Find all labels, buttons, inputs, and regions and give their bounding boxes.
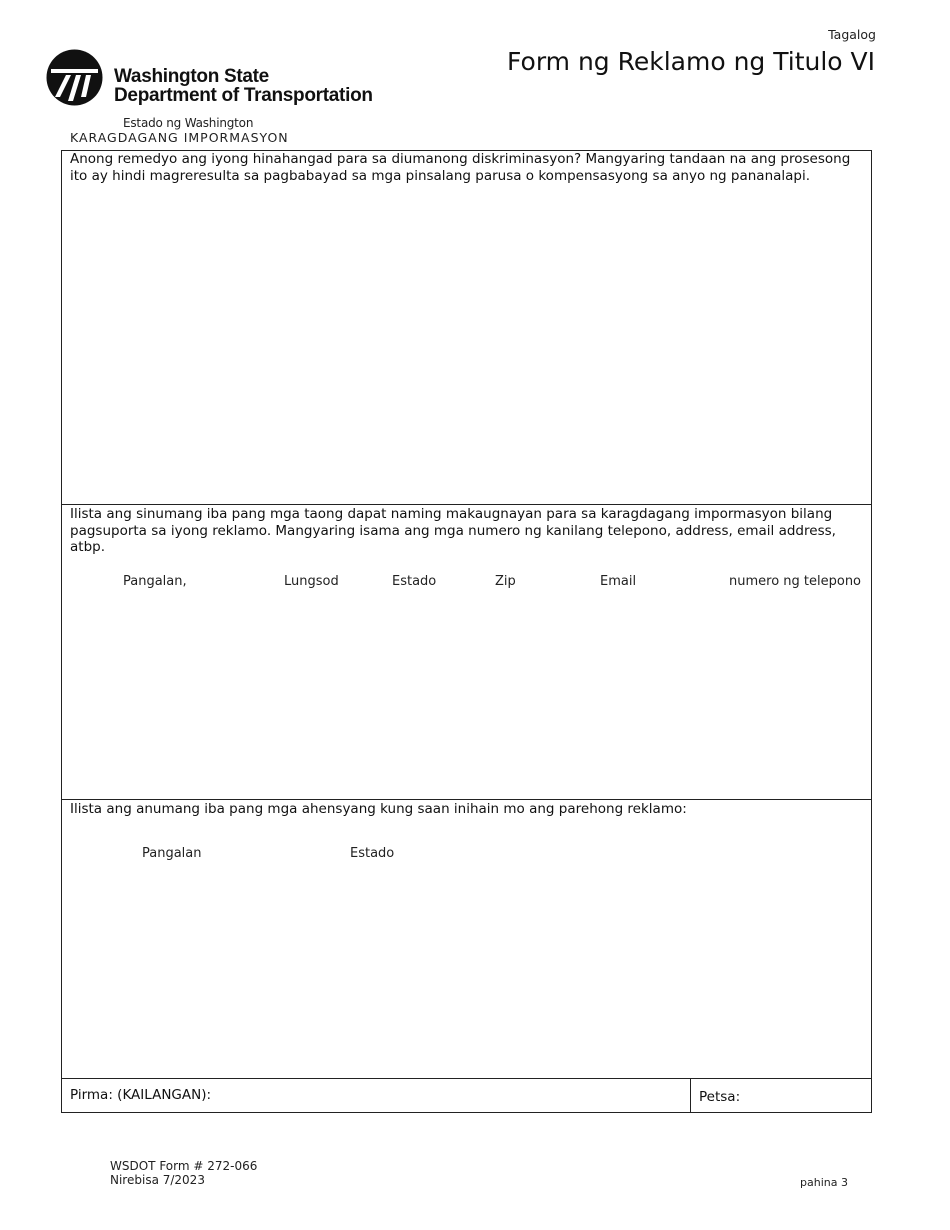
section-heading: KARAGDAGANG IMPORMASYON — [70, 130, 289, 145]
revision-date: Nirebisa 7/2023 — [110, 1173, 205, 1187]
remedy-answer-area[interactable] — [62, 185, 870, 503]
signature-field[interactable] — [220, 1080, 688, 1110]
section-divider — [61, 504, 872, 505]
section-divider — [61, 799, 872, 800]
wsdot-logo-mark-icon — [46, 49, 103, 106]
agency-col-name: Pangalan — [142, 846, 202, 861]
date-field[interactable] — [745, 1080, 869, 1110]
section-divider — [61, 1078, 872, 1079]
signature-label: Pirma: (KAILANGAN): — [70, 1087, 212, 1103]
signature-date-divider — [690, 1078, 691, 1112]
contact-col-phone: numero ng telepono — [729, 574, 862, 589]
contact-col-city: Lungsod — [284, 574, 339, 589]
logo-text-line2: Department of Transportation — [114, 85, 373, 106]
agencies-answer-area[interactable] — [62, 866, 870, 1076]
page-number: pahina 3 — [800, 1176, 848, 1189]
remedy-question: Anong remedyo ang iyong hinahangad para sa diumanong diskriminasyon? Mangyaring tandaan na ang prosesong ito ay hindi magreresulta sa pagbabayad sa mga pinsalang parusa o kompensasyong sa anyo ng pananalapi. — [70, 151, 851, 184]
contacts-question: Ilista ang sinumang iba pang mga taong dapat naming makaugnayan para sa karagdagang impormasyon bilang pagsuporta sa iyong reklamo. Mangyaring isama ang mga numero ng kanilang telepono, address, email address, atbp. — [70, 506, 836, 555]
agency-col-state: Estado — [350, 846, 395, 861]
state-label: Estado ng Washington — [123, 116, 254, 130]
logo-text-line1: Washington State — [114, 66, 269, 87]
date-label: Petsa: — [699, 1089, 741, 1105]
language-label: Tagalog — [828, 27, 876, 42]
wsdot-logo — [46, 49, 426, 109]
form-title: Form ng Reklamo ng Titulo VI — [507, 47, 875, 76]
contact-col-zip: Zip — [495, 574, 516, 589]
contact-col-name: Pangalan, — [123, 574, 187, 589]
agencies-question: Ilista ang anumang iba pang mga ahensyang kung saan inihain mo ang parehong reklamo: — [70, 801, 687, 817]
contacts-answer-area[interactable] — [62, 594, 870, 797]
contact-col-state: Estado — [392, 574, 437, 589]
contact-col-email: Email — [600, 574, 637, 589]
form-number: WSDOT Form # 272-066 — [110, 1159, 258, 1173]
